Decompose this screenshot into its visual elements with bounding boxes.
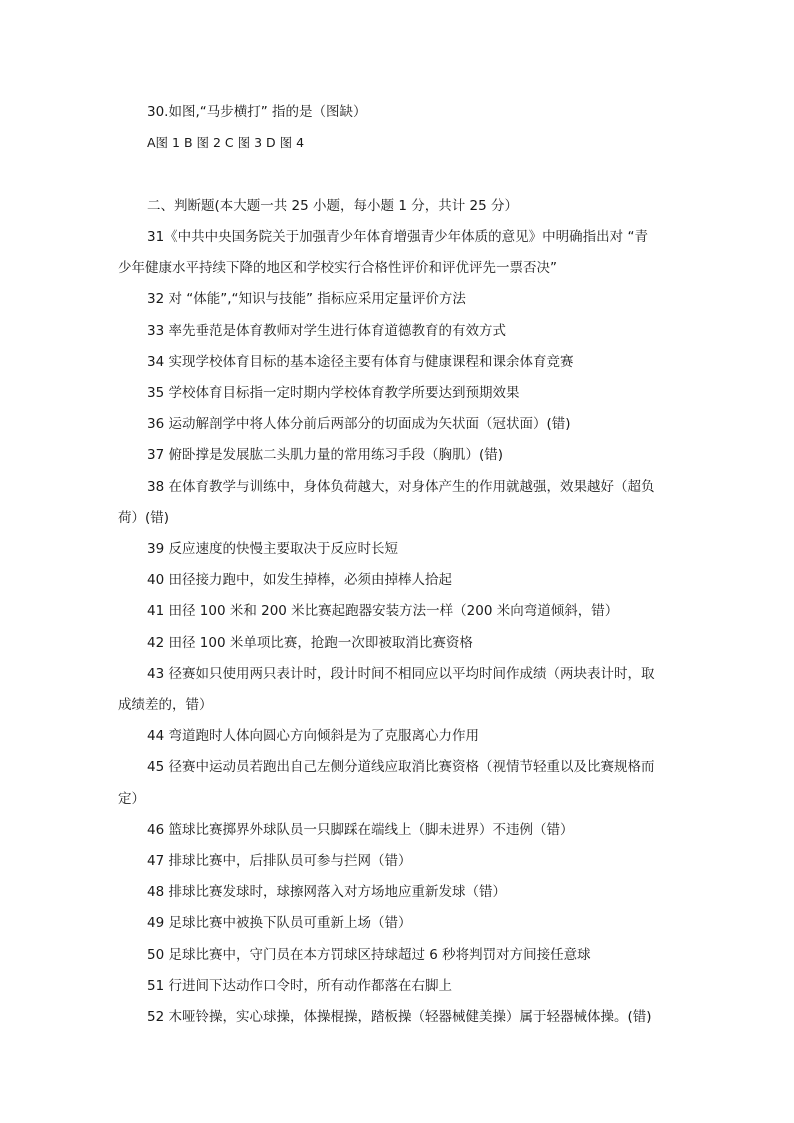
question-41: 41 田径 100 米和 200 米比赛起跑器安装方法一样（200 米向弯道倾斜，错） (147, 603, 619, 619)
question-42: 42 田径 100 米单项比赛，抢跑一次即被取消比赛资格 (147, 635, 473, 651)
question-45-line-1: 45 径赛中运动员若跑出自己左侧分道线应取消比赛资格（视情节轻重以及比赛规格而 (147, 759, 655, 775)
question-31-line-1: 31《中共中央国务院关于加强青少年体育增强青少年体质的意见》中明确指出对 “青 (147, 229, 648, 245)
question-34: 34 实现学校体育目标的基本途径主要有体育与健康课程和课余体育竞赛 (147, 354, 574, 370)
question-44: 44 弯道跑时人体向圆心方向倾斜是为了克服离心力作用 (147, 728, 479, 744)
question-31-line-2: 少年健康水平持续下降的地区和学校实行合格性评价和评优评先一票否决” (118, 260, 557, 276)
question-40: 40 田径接力跑中，如发生掉棒，必须由掉棒人拾起 (147, 572, 452, 588)
section-2-heading: 二、判断题(本大题一共 25 小题，每小题 1 分，共计 25 分） (147, 198, 518, 214)
question-51: 51 行进间下达动作口令时，所有动作都落在右脚上 (147, 978, 452, 994)
question-48: 48 排球比赛发球时，球擦网落入对方场地应重新发球（错） (147, 884, 506, 900)
question-50: 50 足球比赛中，守门员在本方罚球区持球超过 6 秒将判罚对方间接任意球 (147, 947, 591, 963)
question-43-line-2: 成绩差的，错） (118, 697, 213, 713)
question-36: 36 运动解剖学中将人体分前后两部分的切面成为矢状面（冠状面）(错) (147, 416, 571, 432)
question-46: 46 篮球比赛掷界外球队员一只脚踩在端线上（脚未进界）不违例（错） (147, 822, 574, 838)
question-52: 52 木哑铃操，实心球操，体操棍操，踏板操（轻器械健美操）属于轻器械体操。(错) (147, 1009, 652, 1025)
question-37: 37 俯卧撑是发展肱二头肌力量的常用练习手段（胸肌）(错) (147, 447, 504, 463)
question-30-stem: 30.如图,“马步横打” 指的是（图缺） (147, 104, 367, 120)
question-39: 39 反应速度的快慢主要取决于反应时长短 (147, 541, 398, 557)
question-35: 35 学校体育目标指一定时期内学校体育教学所要达到预期效果 (147, 385, 520, 401)
question-43-line-1: 43 径赛如只使用两只表计时，段计时间不相同应以平均时间作成绩（两块表计时，取 (147, 666, 655, 682)
question-32: 32 对 “体能”,“知识与技能” 指标应采用定量评价方法 (147, 291, 466, 307)
question-38-line-1: 38 在体育教学与训练中，身体负荷越大，对身体产生的作用就越强，效果越好（超负 (147, 479, 655, 495)
question-49: 49 足球比赛中被换下队员可重新上场（错） (147, 915, 412, 931)
question-30-options: A图 1 B 图 2 C 图 3 D 图 4 (147, 135, 305, 150)
question-38-line-2: 荷）(错) (118, 510, 170, 526)
question-45-line-2: 定） (118, 791, 145, 807)
question-33: 33 率先垂范是体育教师对学生进行体育道德教育的有效方式 (147, 323, 506, 339)
question-47: 47 排球比赛中，后排队员可参与拦网（错） (147, 853, 412, 869)
